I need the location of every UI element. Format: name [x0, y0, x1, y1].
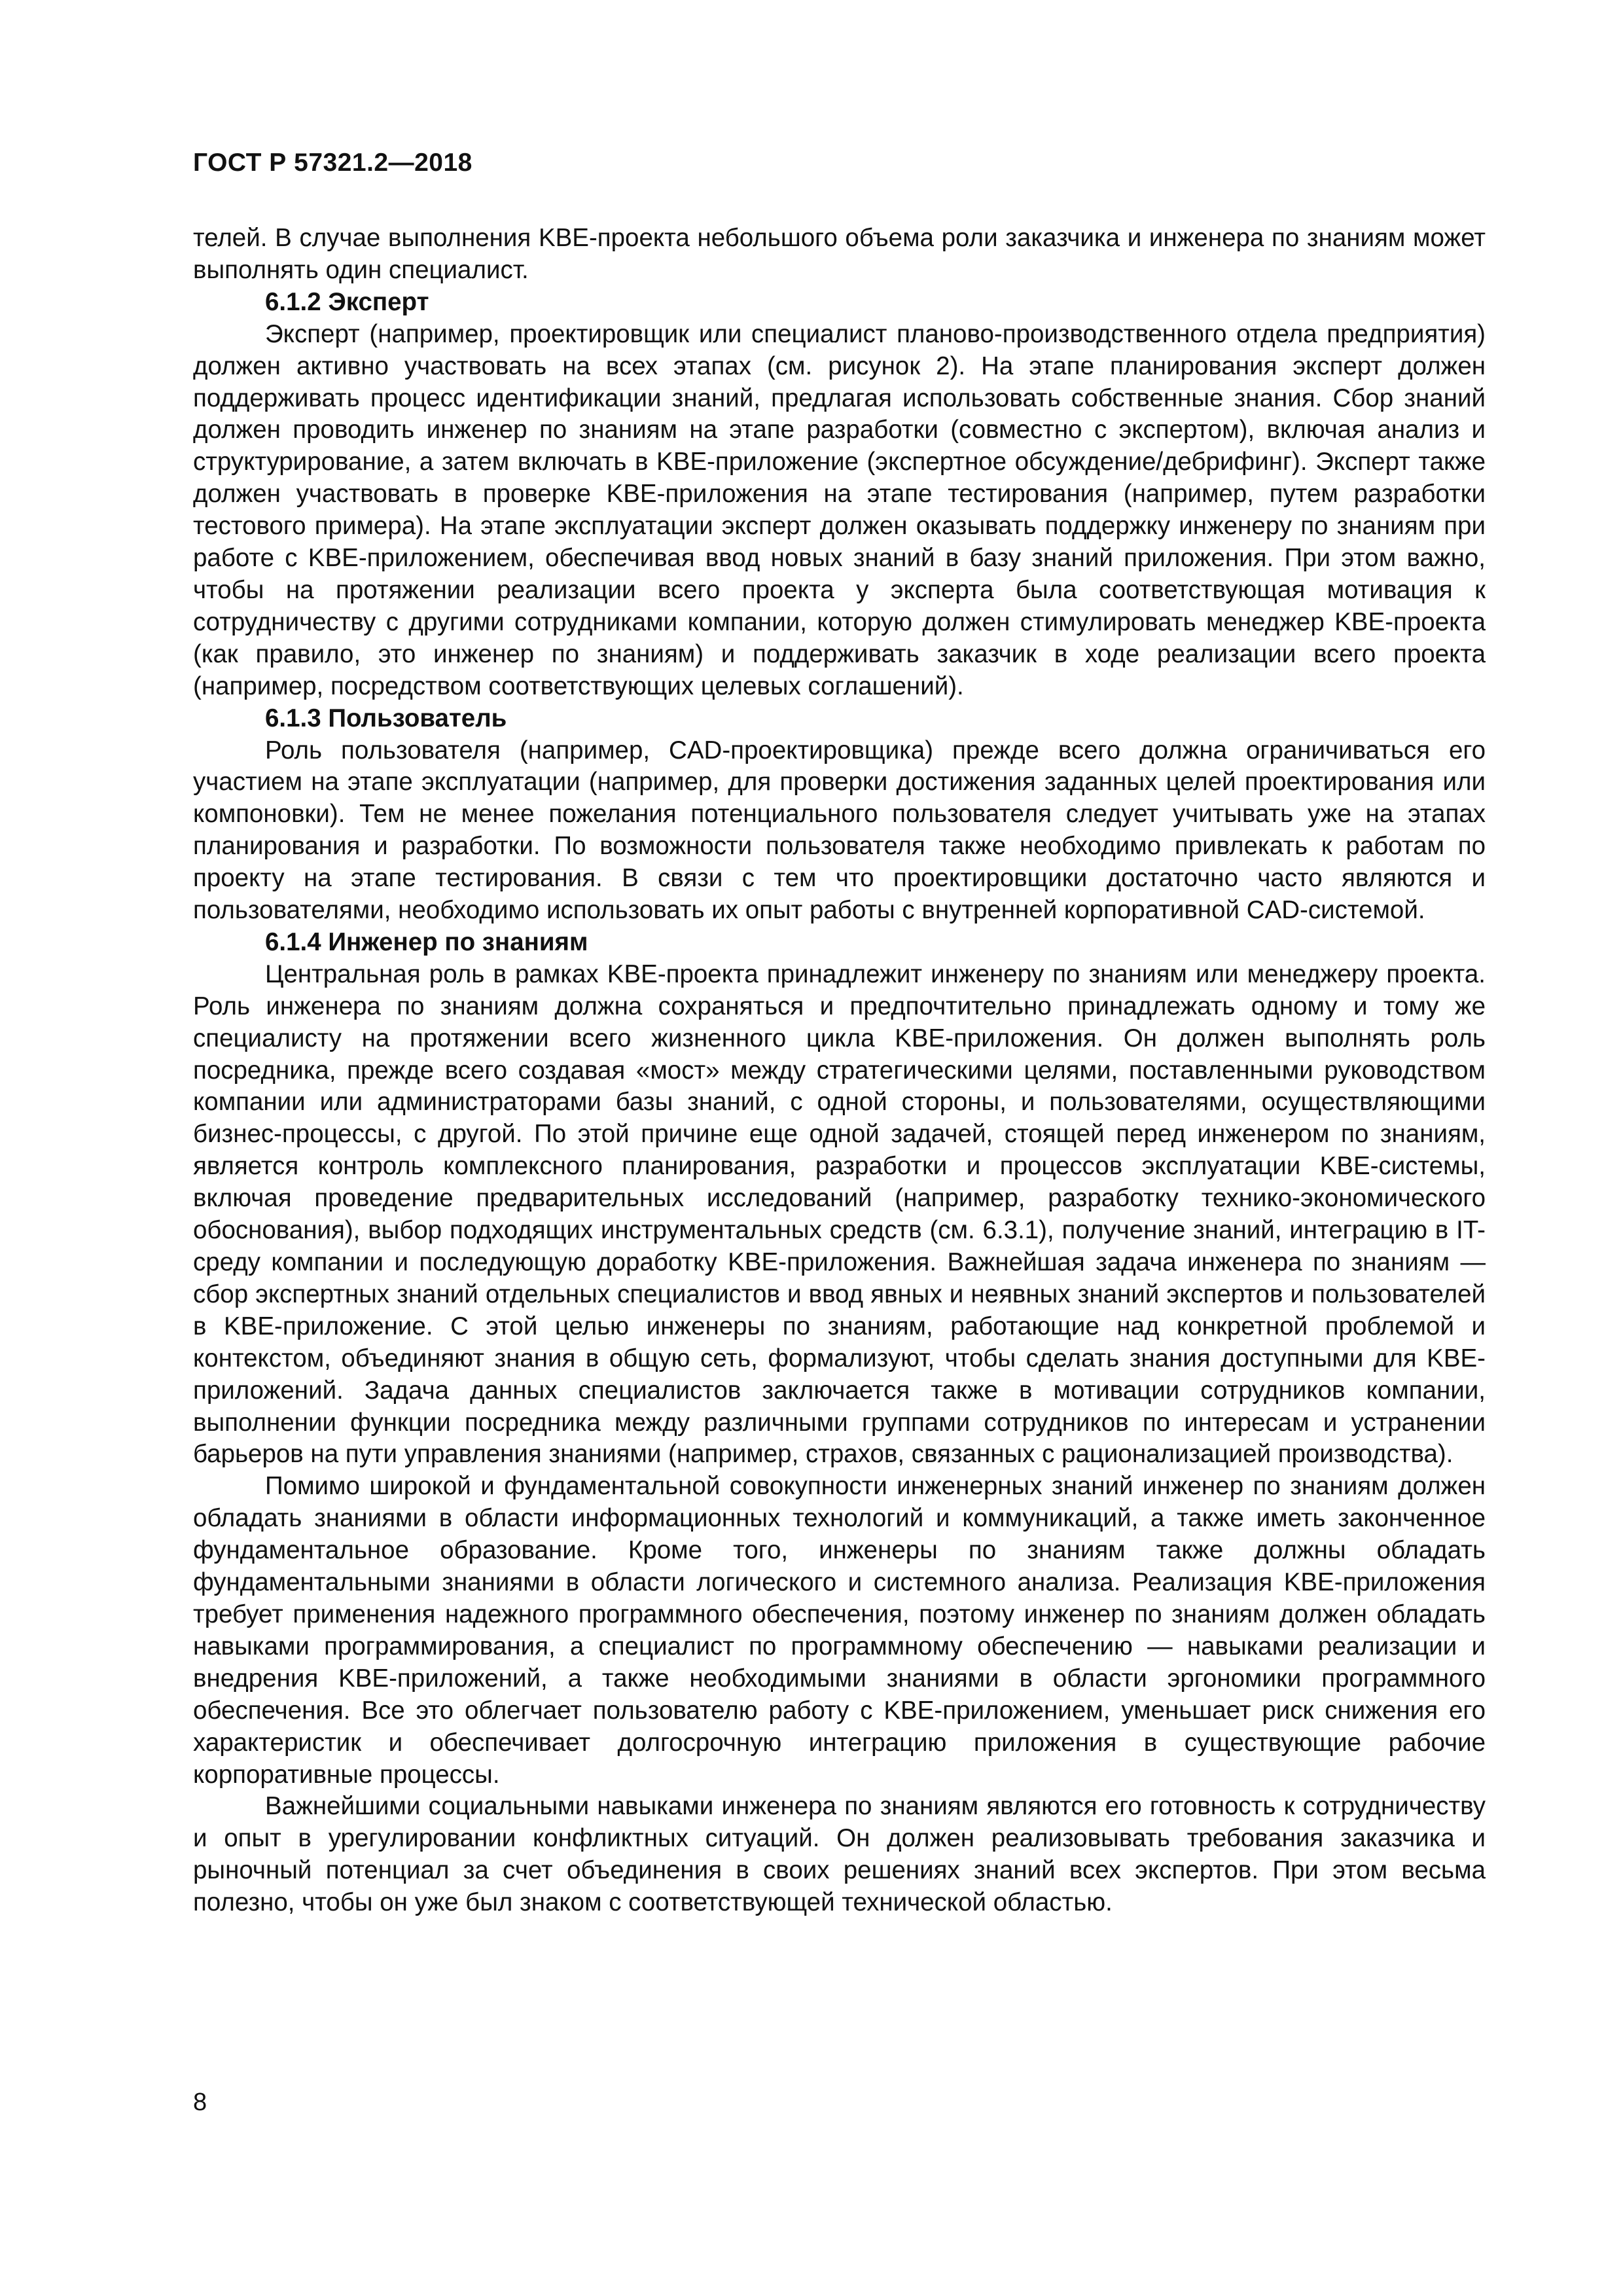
paragraph-user: Роль пользователя (например, CAD-проектировщика) прежде всего должна ограничиваться его участием на этапе эксплуатации (например, для проверки достижения заданных целей проектирования или компоновки). Тем не менее пожелания потенциального пользователя следует учитывать уже на этапах планирования и разработки. По возможности пользователя также необходимо привлекать к работам по проекту на этапе тестирования. В связи с тем что проектировщики достаточно часто являются и пользователями, необходимо использовать их опыт работы с внутренней корпоративной CAD-системой.	[193, 736, 1486, 925]
paragraph-knowledge-engineer-social: Важнейшими социальными навыками инженера по знаниям являются его готовность к сотрудничеству и опыт в урегулировании конфликтных ситуаций. Он должен реализовывать требования заказчика и рыночный потенциал за счет объединения в своих решениях знаний всех экспертов. При этом весьма полезно, чтобы он уже был знаком с соответствующей технической областью.	[193, 1792, 1486, 1917]
section-heading-6-1-4: 6.1.4 Инженер по знаниям	[265, 927, 588, 956]
paragraph-knowledge-engineer-role: Центральная роль в рамках KBE-проекта принадлежит инженеру по знаниям или менеджеру проекта. Роль инженера по знаниям должна сохраняться и предпочтительно принадлежать одному и тому же специалисту на протяжении всего жизненного цикла KBE-приложения. Он должен выполнять роль посредника, прежде всего создавая «мост» между стратегическими целями, поставленными руководством компании или администраторами базы знаний, с одной стороны, и пользователями, осуществляющими бизнес-процессы, с другой. По этой причине еще одной задачей, стоящей перед инженером по знаниям, является контроль комплексного планирования, разработки и процессов эксплуатации KBE-системы, включая проведение предварительных исследований (например, разработку технико-экономического обоснования), выбор подходящих инструментальных средств (см. 6.3.1), получение знаний, интеграцию в IT-среду компании и последующую доработку KBE-приложения. Важнейшая задача инженера по знаниям — сбор экспертных знаний отдельных специалистов и ввод явных и неявных знаний экспертов и пользователей в KBE-приложение. С этой целью инженеры по знаниям, работающие над конкретной проблемой и контекстом, объединяют знания в общую сеть, формализуют, чтобы сделать знания доступными для KBE-приложений. Задача данных специалистов заключается также в мотивации сотрудников компании, выполнении функции посредника между различными группами сотрудников по интересам и устранении барьеров на пути управления знаниями (например, страхов, связанных с рационализацией производства).	[193, 960, 1486, 1469]
section-heading-6-1-2: 6.1.2 Эксперт	[265, 287, 429, 316]
paragraph-expert: Эксперт (например, проектировщик или специалист планово-производственного отдела предприятия) должен активно участвовать на всех этапах (см. рисунок 2). На этапе планирования эксперт должен поддерживать процесс идентификации знаний, предлагая использовать собственные знания. Сбор знаний должен проводить инженер по знаниям на этапе разработки (совместно с экспертом), включая анализ и структурирование, а затем включать в KBE-приложение (экспертное обсуждение/дебрифинг). Эксперт также должен участвовать в проверке KBE-приложения на этапе тестирования (например, путем разработки тестового примера). На этапе эксплуатации эксперт должен оказывать поддержку инженеру по знаниям при работе с KBE-приложением, обеспечивая ввод новых знаний в базу знаний приложения. При этом важно, чтобы на протяжении реализации всего проекта у эксперта была соответствующая мотивация к сотрудничеству с другими сотрудниками компании, которую должен стимулировать менеджер KBE-проекта (как правило, это инженер по знаниям) и поддерживать заказчик в ходе реализации всего проекта (например, посредством соответствующих целевых соглашений).	[193, 319, 1486, 700]
page-number: 8	[193, 2089, 207, 2116]
paragraph-knowledge-engineer-skills: Помимо широкой и фундаментальной совокупности инженерных знаний инженер по знаниям должен обладать знаниями в области информационных технологий и коммуникаций, а также иметь законченное фундаментальное образование. Кроме того, инженеры по знаниям также должны обладать фундаментальными знаниями в области логического и системного анализа. Реализация KBE-приложения требует применения надежного программного обеспечения, поэтому инженер по знаниям должен обладать навыками программирования, а специалист по программному обеспечению — навыками реализации и внедрения KBE-приложений, а также необходимыми знаниями в области эргономики программного обеспечения. Все это облегчает пользователю работу с KBE-приложением, уменьшает риск снижения его характеристик и обеспечивает долгосрочную интеграцию приложения в существующие рабочие корпоративные процессы.	[193, 1472, 1486, 1789]
document-body	[193, 223, 1486, 1919]
document-code-header: ГОСТ Р 57321.2—2018	[193, 149, 473, 177]
paragraph-continuation: телей. В случае выполнения KBE-проекта небольшого объема роли заказчика и инженера по знаниям может выполнять один специалист.	[193, 224, 1486, 284]
section-heading-6-1-3: 6.1.3 Пользователь	[265, 704, 507, 732]
